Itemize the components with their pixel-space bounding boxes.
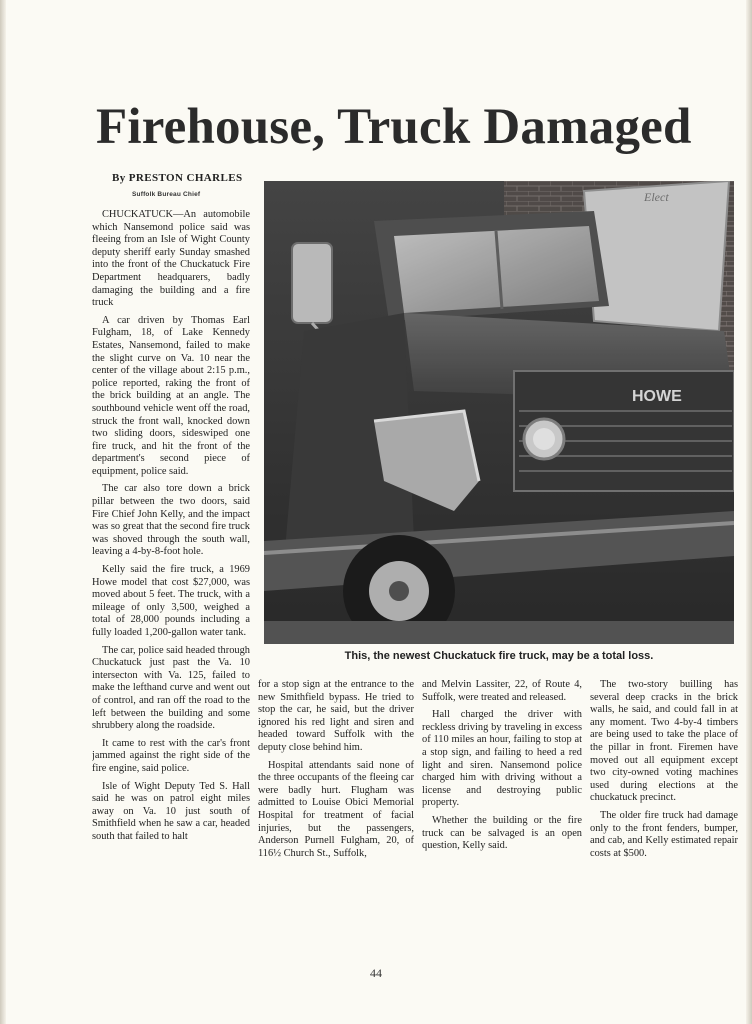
- door-lettering: Elect: [644, 190, 669, 204]
- fire-truck-illustration: [264, 181, 734, 644]
- paragraph: Hall charged the driver with reckless driving by traveling in excess of 110 miles an hour, failing to stop at a stop sign, and failing to heed a red light and siren. Nansemond police charged him with driving without a license and destroying public property.: [422, 709, 582, 809]
- paragraph: The car also tore down a brick pillar between the two doors, said Fire Chief John Kelly, and the impact was so great that the second fire truck was shoved through the south wall, leaving a 4-by-8-foot hole.: [92, 483, 250, 558]
- byline: By PRESTON CHARLES: [112, 172, 243, 184]
- paragraph: Isle of Wight Deputy Ted S. Hall said he was on patrol eight miles away on Va. 10 just south of Smithfield when he saw a car, headed south that failed to halt: [92, 780, 250, 842]
- paragraph: A car driven by Thomas Earl Fulgham, 18, of Lake Kennedy Estates, Nansemond, failed to make the slight curve on Va. 10 near the center of the village about 2:15 p.m., police reported, raking the front of the brick building at an angle. The southbound vehicle went off the road, struck the front wall, knocked down two sliding doors, sideswiped one fire truck, and hit the front of the department's second piece of equipment, police said.: [92, 314, 250, 477]
- paragraph: Whether the building or the fire truck can be salvaged is an open question, Kelly said.: [422, 814, 582, 852]
- truck-badge: HOWE: [632, 388, 682, 405]
- article-column-1: [92, 209, 250, 869]
- paragraph: CHUCKATUCK—An automobile which Nansemond police said was fleeing from an Isle of Wight County deputy sheriff early Sunday smashed into the front of the Chuckatuck Fire Department headquarers, badly damaging the building and a fire truck: [92, 209, 250, 309]
- paragraph: It came to rest with the car's front jammed against the right side of the fire engine, said police.: [92, 737, 250, 774]
- paragraph: The older fire truck had damage only to the front fenders, bumper, and cab, and Kelly estimated repair costs at $500.: [590, 809, 738, 859]
- bureau-title: Suffolk Bureau Chief: [132, 191, 201, 198]
- page-edge-right: [746, 0, 752, 1024]
- paragraph: Kelly said the fire truck, a 1969 Howe model that cost $27,000, was moved about 5 feet. The truck, with a mileage of only 3,500, weighed a total of 28,000 pounds including a fully loaded 1,200-gallon water tank.: [92, 564, 250, 638]
- paragraph: Hospital attendants said none of the three occupants of the fleeing car were badly hurt. Flugham was admitted to Louise Obici Memorial Hospital for treatment of facial injuries, but the passengers, Anderson Purnell Fulgham, 20, of 116½ Church St., Suffolk,: [258, 759, 414, 859]
- paragraph: The two-story builling has several deep cracks in the brick walls, he said, and could fall in at any moment. Two 4-by-4 timbers are being used to take the place of the pillar in front. Firemen have moved out all equipment except two city-owned voting machines used during elections at the chuckatuck precinct.: [590, 679, 738, 804]
- article-column-4: [590, 679, 738, 879]
- fire-truck-photo: [264, 181, 734, 644]
- page-number: 44: [370, 966, 382, 980]
- photo-caption: This, the newest Chuckatuck fire truck, may be a total loss.: [344, 650, 654, 662]
- paragraph: for a stop sign at the entrance to the new Smithfield bypass. He tried to stop the car, he said, but the driver ignored his red light and siren and headed toward Suffolk with the deputy close behind him.: [258, 679, 414, 753]
- article-column-2: [258, 679, 414, 879]
- headline: Firehouse, Truck Damaged: [96, 99, 692, 155]
- paragraph: and Melvin Lassiter, 22, of Route 4, Suffolk, were treated and released.: [422, 679, 582, 703]
- paragraph: The car, police said headed through Chuckatuck just past the Va. 10 intersecton with Va. 125, failed to make the lefthand curve and went out of control, and ran off the road to the left between the building and some shrubbery along the roadside.: [92, 644, 250, 732]
- page-edge-left: [0, 0, 6, 1024]
- article-column-3: [422, 679, 582, 879]
